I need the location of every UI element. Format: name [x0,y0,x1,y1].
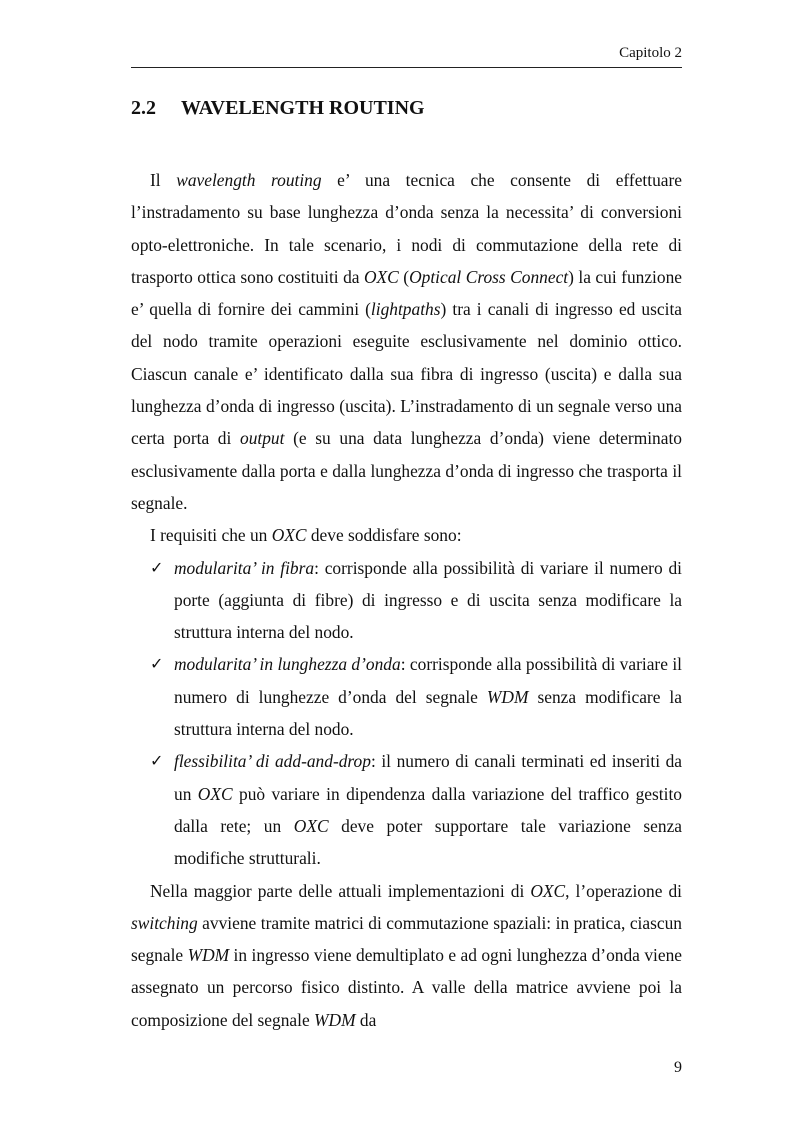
requirement-text: : corrisponde alla possibilità di variare il numero di lunghezze d’onda del segnale [174,654,682,707]
requirement-text: : il numero di canali terminati ed inseriti da un [174,751,683,804]
requirement-item [131,648,682,745]
page-number: 9 [674,1059,682,1076]
text-run: (e su una data lunghezza d’onda) viene determinato esclusivamente dalla porta e dalla lunghezza d’onda di ingresso che trasporta il segnale. [131,428,682,513]
term-oxc: OXC [530,880,566,901]
term-wavelength-routing: wavelength routing [176,170,322,190]
running-header: Capitolo 2 [619,45,682,61]
text-run: avviene tramite matrici di commutazione spaziali: in pratica, ciascun segnale [131,912,682,966]
requirements-intro [131,519,682,551]
text-run: deve soddisfare sono: [306,525,462,546]
requirement-text: deve poter supportare tale variazione senza modifiche strutturali. [174,815,683,869]
term-wdm: WDM [486,686,529,707]
requirement-term: modularita’ in fibra [174,557,315,578]
requirement-item [131,745,682,874]
section-title: WAVELENGTH ROUTING [181,97,425,119]
closing-paragraph [131,875,682,1036]
text-run: ) tra i canali di ingresso ed uscita del nodo tramite operazioni eseguite esclusivamente nel dominio ottico. Ciascun canale e’ identificato dalla sua fibra di ingresso (uscita) e dalla sua lunghezza d’onda di ingresso (uscita). L’instradamento di un segnale verso una certa porta di [131,299,682,449]
requirements-list [131,552,682,875]
term-oxc: OXC [293,815,329,836]
term-optical-cross-connect: Optical Cross Connect [409,266,569,287]
section-heading [131,93,682,123]
checkmark-icon: ✓ [150,557,164,577]
text-run: Nella maggior parte delle attuali implementazioni di [150,880,531,901]
requirement-text: può variare in dipendenza dalla variazione del traffico gestito dalla rete; un [174,783,682,836]
text-run: Il [150,170,177,190]
text-run: e’ una tecnica che consente di effettuare l’instradamento su base lunghezza d’onda senza la necessita’ di conversioni opto-elettroniche. In tale scenario, i nodi di commutazione della rete di trasporto ottica sono costituiti da [131,170,682,287]
intro-paragraph [131,164,682,519]
term-oxc: OXC [197,783,233,804]
term-oxc: OXC [364,266,399,287]
requirement-term: flessibilita’ di add-and-drop [174,751,371,772]
text-run: in ingresso viene demultiplato e ad ogni lunghezza d’onda viene assegnato un percorso fisico distinto. A valle della matrice avviene poi la composizione del segnale [131,945,682,1030]
text-run: I requisiti che un [150,525,272,546]
text-run: ) la cui funzione e’ quella di fornire dei cammini ( [131,266,683,320]
requirement-item [131,552,682,649]
term-switching: switching [131,912,198,933]
term-wdm: WDM [187,945,230,966]
term-lightpaths: lightpaths [370,299,441,320]
term-oxc: OXC [271,525,307,546]
section-number: 2.2 [131,97,156,119]
header-rule [131,67,682,68]
requirement-text: senza modificare la struttura interna del nodo. [174,686,682,740]
term-output: output [240,428,285,449]
checkmark-icon: ✓ [150,751,164,771]
text-run: ( [398,266,410,287]
requirement-term: modularita’ in lunghezza d’onda [174,654,401,675]
text-run: , l’operazione di [565,880,682,901]
requirement-text: : corrisponde alla possibilità di variare il numero di porte (aggiunta di fibre) di ingresso e di uscita senza modificare la struttura interna del nodo. [174,557,682,643]
checkmark-icon: ✓ [150,654,164,674]
term-wdm: WDM [314,1009,356,1030]
body-text [131,164,682,1036]
text-run: da [355,1009,377,1030]
